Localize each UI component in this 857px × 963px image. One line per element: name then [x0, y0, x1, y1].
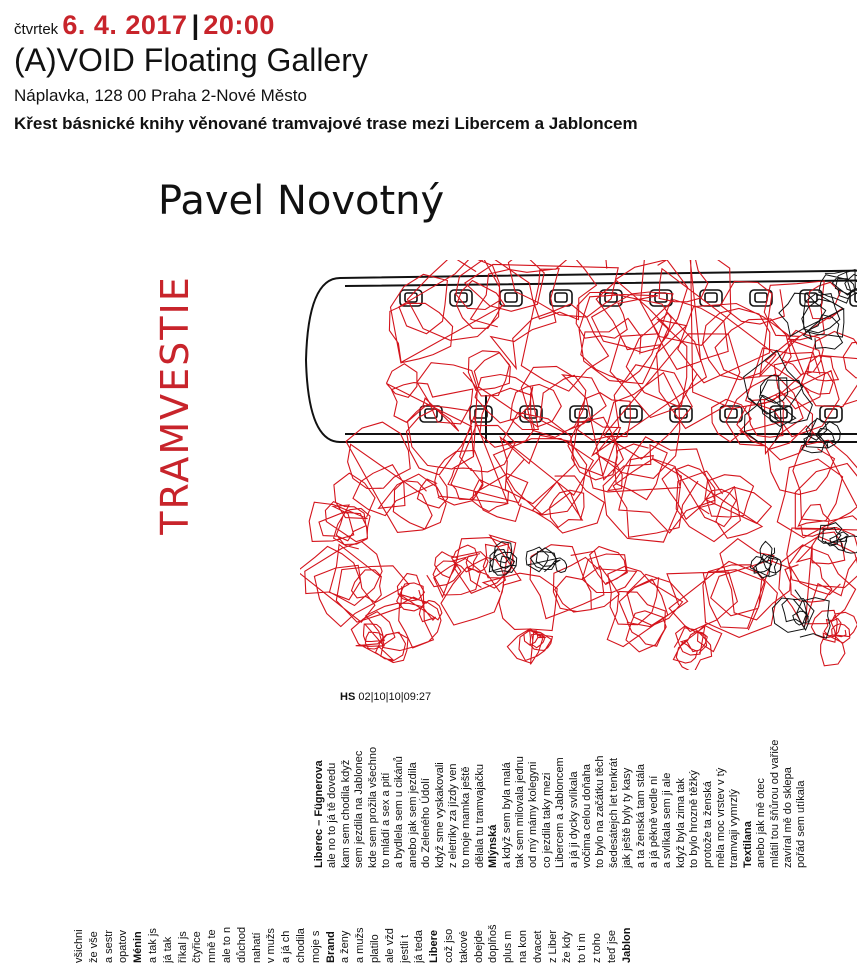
poem-line: ale no to já tě dovedu	[326, 762, 339, 868]
poem-line: jestli t	[398, 934, 411, 963]
poem-line: z toho	[591, 933, 603, 963]
poem-line: pořád sem utíkala	[795, 780, 808, 868]
poem-line: takové	[457, 930, 470, 963]
poem-line: chodila	[295, 928, 307, 963]
poem-line: dvacet	[531, 930, 544, 963]
poem-heading: Mlýnská	[487, 824, 500, 868]
poem-line: že kdy	[561, 931, 574, 963]
poem-line: a já ch	[280, 930, 293, 963]
poem-line: teď jse	[605, 929, 618, 963]
poem-line: anebo jak mě otec	[755, 778, 768, 868]
poem-heading: Liberec – Fügnerova	[313, 760, 325, 868]
poem-line: důchod	[235, 926, 248, 963]
poem-line: kde sem prožila všechno	[366, 746, 379, 868]
poem-line: to bylo hrozně těžký	[688, 770, 701, 868]
venue-name: (A)VOID Floating Gallery	[14, 42, 368, 78]
poem-line: šedesátejch let tenkrát	[607, 757, 620, 868]
hs-prefix: HS	[340, 691, 356, 703]
poem-line: a mužs	[354, 927, 367, 963]
poem-line: to moje mamka ještě	[460, 766, 473, 868]
poem-line: a tak js	[147, 928, 159, 963]
poem-line: že vše	[87, 931, 100, 963]
event-date: 6. 4. 2017	[62, 10, 188, 40]
poem-line: a sestr	[102, 929, 115, 963]
date-separator: |	[191, 10, 200, 40]
poem-line: kam sem chodila když	[339, 759, 352, 868]
poem-line: Libercem a Jabloncem	[554, 757, 567, 868]
poem-line: sem jezdila na Jablonec	[353, 750, 366, 868]
poem-line: a když sem byla malá	[500, 762, 513, 868]
poem-line: a ta ženská tam stála	[634, 764, 647, 868]
poem-line: mně te	[206, 929, 219, 963]
poem-line: od mý mámy kolegyni	[527, 761, 540, 868]
poem-line: což jso	[443, 928, 455, 963]
poem-line: a ženy	[339, 930, 352, 963]
poem-line: v mužs	[265, 928, 278, 963]
poem-heading: Jablon	[620, 927, 633, 963]
poem-heading: Textilana	[741, 821, 754, 868]
poem-line: říkal js	[176, 931, 189, 963]
poem-line: mlátil tou šňůrou od vařiče	[768, 739, 781, 868]
poem-line: to mládí a sex a pití	[380, 772, 392, 868]
poem-line: a svlíkala sem ji ale	[661, 772, 674, 868]
poem-line: tak sem milovala jednu	[514, 756, 526, 868]
poem-line: ale to n	[221, 926, 233, 963]
poem-line: když byla zima tak	[674, 778, 687, 868]
poem-heading: Libere	[428, 929, 441, 963]
poem-line: a bydlela sem u cikánů	[393, 756, 406, 868]
poem-line: obejde	[472, 929, 485, 963]
poem-heading: Brand	[324, 931, 337, 963]
hs-value: 02|10|10|09:27	[358, 691, 432, 703]
poem-line: čtyřice	[191, 931, 204, 963]
poem-line: měla moc vrstev v tý	[715, 767, 727, 868]
poem-line: vočima celou doňaha	[581, 764, 593, 868]
venue-address: Náplavka, 128 00 Praha 2-Nové Město	[14, 86, 307, 105]
poem-line: to bylo na začátku těch	[594, 755, 607, 868]
book-title: TRAMVESTIE	[153, 275, 197, 535]
poem-line: na kon	[517, 929, 529, 963]
poem-line: anebo jak sem jezdila	[406, 762, 419, 868]
poem-line: já teda	[413, 929, 426, 963]
poem-line: z Liber	[546, 929, 559, 963]
poem-line: a já ji dycky svlíkala	[567, 771, 580, 868]
poem-line: nahatí	[250, 932, 263, 963]
poem-line: jak ještě byly ty kasy	[621, 767, 634, 868]
poem-line: opatov	[117, 929, 130, 963]
poem-line: z eletriky za jízdy ven	[447, 763, 459, 868]
poem-line: tramvaji vymrzlý	[728, 789, 741, 868]
poem-line: všichni	[73, 929, 85, 963]
event-day: čtvrtek	[14, 21, 59, 38]
poem-line: já tak	[161, 936, 174, 963]
poem-line: ale vžd	[383, 928, 396, 963]
poem-line: plus m	[502, 930, 515, 963]
poem-line: to ti m	[576, 933, 589, 963]
poem-line: moje s	[309, 930, 322, 963]
poem-line: platilo	[369, 934, 381, 963]
event-subtitle: Křest básnické knihy věnované tramvajové trase mezi Libercem a Jabloncem	[14, 114, 638, 133]
poem-line: doplňoš	[487, 924, 500, 963]
book-author: Pavel Novotný	[158, 178, 445, 224]
poem-line: protože ta ženská	[701, 781, 714, 868]
event-time: 20:00	[203, 10, 275, 40]
poem-line: co jezdila taky mezi	[540, 772, 553, 868]
poem-line: když sme vyskakovali	[433, 762, 446, 868]
poem-line: a já pěkně vedle ní	[648, 775, 660, 868]
poem-line: do Zeleného Údolí	[420, 778, 433, 868]
poem-line: dělala tu tramvajačku	[473, 764, 486, 868]
poem-line: zavíral mě do sklepa	[782, 767, 794, 868]
poem-heading: Ménin	[132, 931, 145, 963]
